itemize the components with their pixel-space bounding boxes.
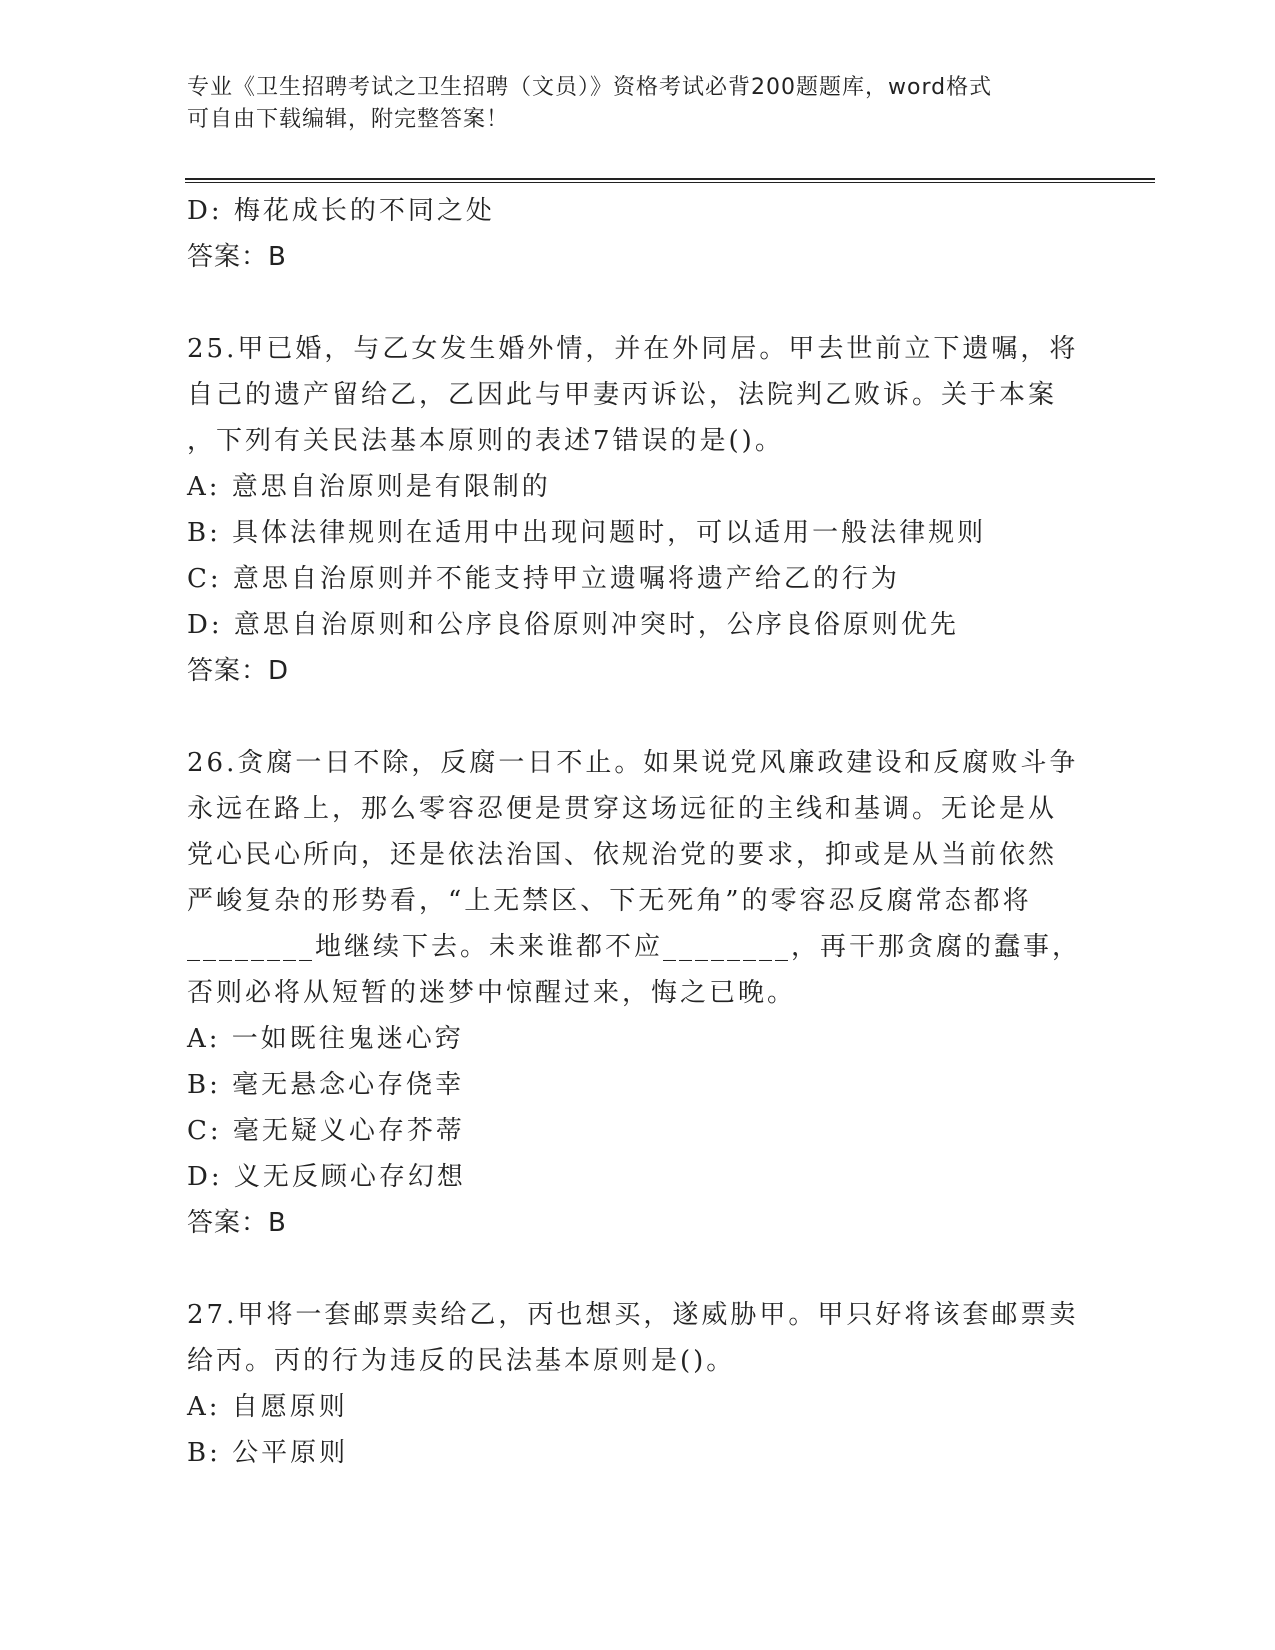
question-26-stem-line: ________地继续下去。未来谁都不应________，再干那贪腐的蠢事，: [187, 932, 1082, 962]
question-25-stem-line: 自己的遗产留给乙，乙因此与甲妻丙诉讼，法院判乙败诉。关于本案: [187, 380, 1058, 410]
prev-question-answer: 答案：B: [187, 242, 287, 272]
question-26-stem-line: 否则必将从短暂的迷梦中惊醒过来，悔之已晚。: [187, 978, 797, 1008]
question-26-option-d: D: 义无反顾心存幻想: [187, 1162, 466, 1192]
question-25-option-d: D: 意思自治原则和公序良俗原则冲突时，公序良俗原则优先: [187, 610, 959, 640]
question-26-option-a: A: 一如既往鬼迷心窍: [187, 1024, 464, 1054]
question-27-stem-line: 27.甲将一套邮票卖给乙，丙也想买，遂威胁甲。甲只好将该套邮票卖: [187, 1300, 1079, 1330]
question-25-option-b: B: 具体法律规则在适用中出现问题时，可以适用一般法律规则: [187, 518, 987, 548]
question-26-answer: 答案：B: [187, 1208, 287, 1238]
spacer: [187, 694, 1087, 740]
prev-question-option-d: D: 梅花成长的不同之处: [187, 196, 495, 226]
question-27: [187, 1292, 1087, 1476]
question-25-answer: 答案：D: [187, 656, 290, 686]
question-26-stem-line: 26.贪腐一日不除，反腐一日不止。如果说党风廉政建设和反腐败斗争: [187, 748, 1079, 778]
spacer: [187, 280, 1087, 326]
question-25-option-a: A: 意思自治原则是有限制的: [187, 472, 551, 502]
question-27-option-a: A: 自愿原则: [187, 1392, 348, 1422]
question-26-stem-line: 严峻复杂的形势看，“上无禁区、下无死角”的零容忍反腐常态都将: [187, 886, 1032, 916]
question-26-stem-line: 党心民心所向，还是依法治国、依规治党的要求，抑或是从当前依然: [187, 840, 1058, 870]
question-27-stem-line: 给丙。丙的行为违反的民法基本原则是()。: [187, 1346, 736, 1376]
spacer: [187, 1246, 1087, 1292]
question-26-stem-line: 永远在路上，那么零容忍便是贯穿这场远征的主线和基调。无论是从: [187, 794, 1058, 824]
header-title-line-1: 专业《卫生招聘考试之卫生招聘（文员）》资格考试必背200题题库，word格式: [187, 75, 993, 100]
page-header: [187, 72, 1087, 136]
question-25-stem-line: 25.甲已婚，与乙女发生婚外情，并在外同居。甲去世前立下遗嘱，将: [187, 334, 1079, 364]
question-25: [187, 326, 1087, 694]
question-27-option-b: B: 公平原则: [187, 1438, 349, 1468]
question-26-option-c: C: 毫无疑义心存芥蒂: [187, 1116, 465, 1146]
header-divider: [185, 178, 1155, 183]
question-26-option-b: B: 毫无悬念心存侥幸: [187, 1070, 465, 1100]
question-25-stem-line: ，下列有关民法基本原则的表述7错误的是()。: [187, 426, 784, 456]
question-25-option-c: C: 意思自治原则并不能支持甲立遗嘱将遗产给乙的行为: [187, 564, 900, 594]
question-26: [187, 740, 1087, 1246]
question-content: [187, 188, 1087, 1476]
header-title-line-2: 可自由下载编辑，附完整答案！: [187, 107, 510, 132]
